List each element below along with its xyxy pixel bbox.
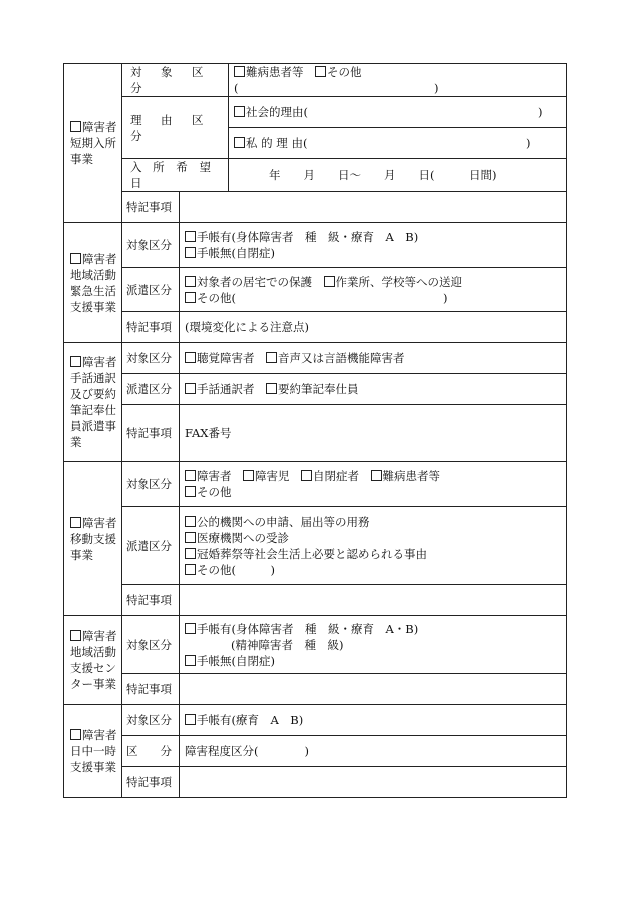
emergency-target-label: 対象区分 [122,223,180,268]
center-target-label: 対象区分 [122,616,180,674]
checkbox[interactable] [185,247,196,258]
emergency-dispatch-options: 対象者の居宅での保護 作業所、学校等への送迎 その他( ) [180,268,567,312]
section-emergency-title: 障害者 地域活動 緊急生活 支援事業 [64,223,122,343]
checkbox[interactable] [234,137,245,148]
checkbox[interactable] [234,66,245,77]
checkbox[interactable] [301,470,312,481]
short-stay-target-options: 難病患者等 その他( ) [229,64,567,97]
sign-notes-field[interactable]: FAX番号 [180,405,567,462]
emergency-dispatch-label: 派遣区分 [122,268,180,312]
sign-target-label: 対象区分 [122,343,180,374]
checkbox[interactable] [185,548,196,559]
checkbox[interactable] [185,470,196,481]
short-stay-date-field[interactable]: 年 月 日～ 月 日( 日間) [229,159,567,192]
checkbox[interactable] [185,532,196,543]
checkbox[interactable] [185,352,196,363]
mobility-target-label: 対象区分 [122,462,180,507]
emergency-notes-label: 特記事項 [122,312,180,343]
mobility-notes-field[interactable] [180,585,567,616]
checkbox-center[interactable] [70,630,81,641]
emergency-notes-field[interactable]: (環境変化による注意点) [180,312,567,343]
checkbox[interactable] [324,276,335,287]
mobility-dispatch-options: 公的機関への申請、届出等の用務 医療機関への受診 冠婚葬祭等社会生活上必要と認められる事由 その他( ) [180,507,567,585]
checkbox-sign-language[interactable] [70,356,81,367]
checkbox[interactable] [185,231,196,242]
day-class-label: 区 分 [122,736,180,767]
checkbox[interactable] [234,106,245,117]
short-stay-date-label: 入 所 希 望 日 [122,159,229,192]
section-sign-language-title: 障害者 手話通訳 及び要約 筆記奉仕 員派遣事 業 [64,343,122,462]
checkbox[interactable] [185,292,196,303]
section-center-title: 障害者 地域活動 支援セン ター事業 [64,616,122,705]
section-short-stay-title: 障害者 短期入所 事業 [64,64,122,223]
checkbox[interactable] [185,276,196,287]
checkbox[interactable] [185,486,196,497]
section-mobility-title: 障害者 移動支援 事業 [64,462,122,616]
mobility-dispatch-label: 派遣区分 [122,507,180,585]
center-notes-label: 特記事項 [122,674,180,705]
center-notes-field[interactable] [180,674,567,705]
sign-dispatch-label: 派遣区分 [122,374,180,405]
checkbox-emergency[interactable] [70,253,81,264]
checkbox[interactable] [243,470,254,481]
sign-target-options: 聴覚障害者 音声又は言語機能障害者 [180,343,567,374]
center-target-options: 手帳有(身体障害者 種 級・療育 A・B) (精神障害者 種 級) 手帳無(自閉症) [180,616,567,674]
checkbox[interactable] [185,564,196,575]
form-page [63,63,566,798]
sign-notes-label: 特記事項 [122,405,180,462]
checkbox[interactable] [185,623,196,634]
checkbox-short-stay[interactable] [70,121,81,132]
short-stay-reason-social: 社会的理由( ) [229,97,567,128]
checkbox[interactable] [315,66,326,77]
sign-dispatch-options: 手話通訳者 要約筆記奉仕員 [180,374,567,405]
checkbox[interactable] [266,383,277,394]
checkbox[interactable] [185,714,196,725]
checkbox[interactable] [371,470,382,481]
day-class-field[interactable]: 障害程度区分( ) [180,736,567,767]
day-notes-field[interactable] [180,767,567,798]
section-day-support-title: 障害者 日中一時 支援事業 [64,705,122,798]
checkbox[interactable] [185,655,196,666]
checkbox[interactable] [185,383,196,394]
short-stay-notes-label: 特記事項 [122,192,180,223]
mobility-notes-label: 特記事項 [122,585,180,616]
day-notes-label: 特記事項 [122,767,180,798]
short-stay-reason-private: 私 的 理 由( ) [229,128,567,159]
day-target-options: 手帳有(療育 A B) [180,705,567,736]
short-stay-target-label: 対 象 区 分 [122,64,229,97]
mobility-target-options: 障害者 障害児 自閉症者 難病患者等 その他 [180,462,567,507]
checkbox-day-support[interactable] [70,729,81,740]
checkbox-mobility[interactable] [70,517,81,528]
short-stay-reason-label: 理 由 区 分 [122,97,229,159]
short-stay-notes-field[interactable] [180,192,567,223]
checkbox[interactable] [185,516,196,527]
emergency-target-options: 手帳有(身体障害者 種 級・療育 A B) 手帳無(自閉症) [180,223,567,268]
day-target-label: 対象区分 [122,705,180,736]
service-request-table [63,63,567,798]
checkbox[interactable] [266,352,277,363]
